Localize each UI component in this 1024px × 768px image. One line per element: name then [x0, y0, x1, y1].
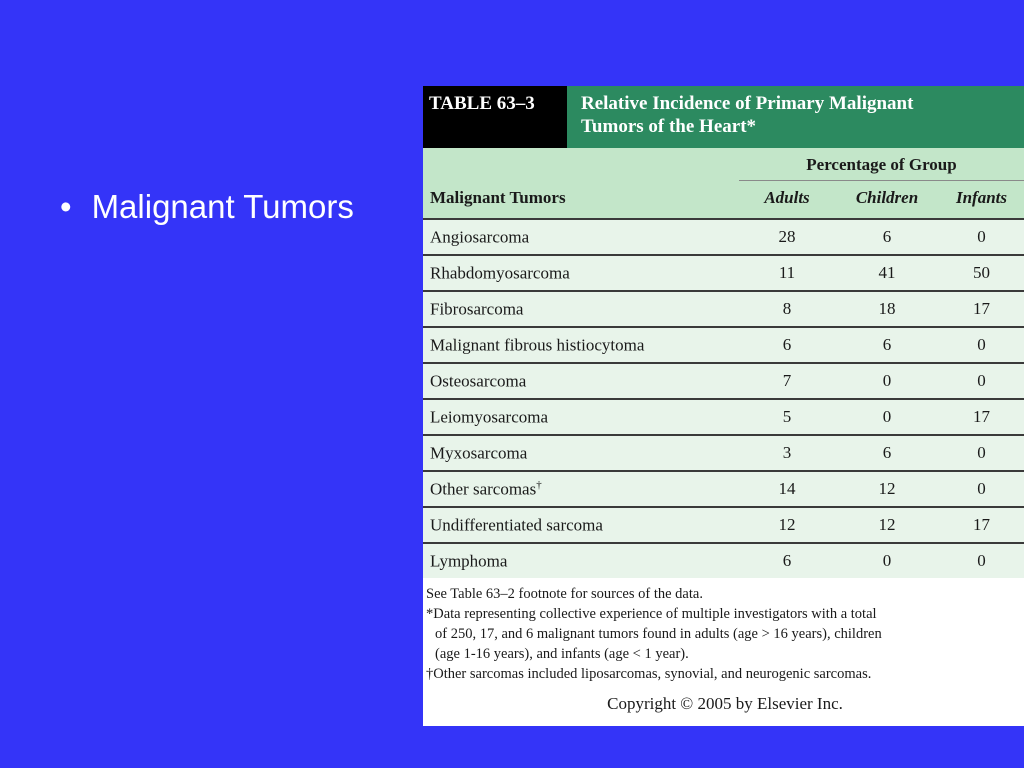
children-cell-text: 12 — [878, 515, 896, 534]
adults-cell — [739, 479, 835, 499]
tumor-name-cell-text: Osteosarcoma — [430, 371, 527, 391]
column-header-row — [423, 180, 1024, 216]
tumor-name-cell — [423, 551, 739, 572]
children-cell — [835, 227, 939, 247]
table-number: TABLE 63–3 — [423, 86, 567, 148]
footnote-star-line-1: *Data representing collective experience of multiple investigators with a total — [426, 606, 877, 622]
table-row — [423, 398, 1024, 434]
table-title-line-1: Relative Incidence of Primary Malignant — [581, 93, 914, 114]
tumor-name-cell-text: Other sarcomas — [430, 479, 537, 499]
tumor-name-cell — [423, 443, 739, 464]
column-header-tumors: Malignant Tumors — [430, 188, 566, 207]
column-header-adults: Adults — [764, 188, 810, 207]
infants-cell-text: 0 — [977, 551, 986, 570]
copyright: Copyright © 2005 by Elsevier Inc. — [607, 694, 843, 713]
infants-cell-text: 0 — [977, 335, 986, 354]
table-row — [423, 290, 1024, 326]
infants-cell-text: 0 — [977, 227, 986, 246]
table-row — [423, 470, 1024, 506]
children-cell-text: 0 — [882, 371, 892, 390]
infants-cell — [939, 335, 1024, 355]
infants-cell-text: 0 — [977, 479, 986, 498]
tumor-name-cell — [423, 407, 739, 428]
table-row — [423, 362, 1024, 398]
children-cell — [835, 551, 939, 571]
column-header — [423, 148, 1024, 218]
infants-cell-text: 50 — [973, 263, 990, 282]
tumor-name-cell — [423, 227, 739, 248]
table-row — [423, 218, 1024, 254]
footnote-mark: † — [536, 478, 542, 491]
tumor-name-cell-text: Lymphoma — [430, 551, 508, 571]
adults-cell — [739, 335, 835, 355]
children-cell — [835, 299, 939, 319]
children-cell-text: 41 — [878, 263, 896, 282]
column-header-children: Children — [855, 188, 919, 207]
children-cell-text: 6 — [882, 443, 892, 462]
table-row — [423, 506, 1024, 542]
bullet-text: Malignant Tumors — [91, 188, 354, 225]
column-header-infants: Infants — [955, 188, 1008, 207]
tumor-name-cell — [423, 479, 739, 500]
group-header: Percentage of Group — [739, 148, 1024, 181]
footnote-dagger: †Other sarcomas included liposarcomas, synovial, and neurogenic sarcomas. — [426, 666, 872, 682]
children-cell-text: 0 — [882, 551, 892, 570]
infants-cell — [939, 299, 1024, 319]
table-row — [423, 326, 1024, 362]
table-footnotes — [423, 578, 1024, 714]
tumor-name-cell-text: Undifferentiated sarcoma — [430, 515, 603, 535]
adults-cell — [739, 443, 835, 463]
infants-cell — [939, 479, 1024, 499]
footnote-star-line-2: of 250, 17, and 6 malignant tumors found in adults (age > 16 years), children — [435, 626, 882, 642]
tumor-name-cell-text: Angiosarcoma — [430, 227, 530, 247]
adults-cell — [739, 299, 835, 319]
table-header — [423, 86, 1024, 148]
adults-cell-text: 28 — [778, 227, 796, 246]
tumor-name-cell — [423, 371, 739, 392]
infants-cell — [939, 443, 1024, 463]
infants-cell — [939, 551, 1024, 571]
tumor-name-cell — [423, 335, 739, 356]
adults-cell-text: 3 — [782, 443, 792, 462]
children-cell — [835, 515, 939, 535]
adults-cell — [739, 407, 835, 427]
tumor-name-cell — [423, 299, 739, 320]
table-row — [423, 254, 1024, 290]
tumor-name-cell — [423, 263, 739, 284]
children-cell — [835, 443, 939, 463]
children-cell-text: 12 — [878, 479, 896, 498]
children-cell — [835, 479, 939, 499]
table-body — [423, 218, 1024, 578]
tumor-name-cell-text: Malignant fibrous histiocytoma — [430, 335, 645, 355]
infants-cell — [939, 227, 1024, 247]
table-figure — [423, 86, 1024, 726]
tumor-name-cell — [423, 515, 739, 536]
adults-cell-text: 12 — [778, 515, 796, 534]
adults-cell-text: 7 — [782, 371, 792, 390]
adults-cell-text: 11 — [778, 263, 796, 282]
children-cell — [835, 407, 939, 427]
infants-cell — [939, 263, 1024, 283]
tumor-name-cell-text: Myxosarcoma — [430, 443, 528, 463]
footnote-star-line-3: (age 1-16 years), and infants (age < 1 year). — [435, 646, 689, 662]
infants-cell — [939, 515, 1024, 535]
table-row — [423, 542, 1024, 578]
tumor-name-cell-text: Fibrosarcoma — [430, 299, 524, 319]
children-cell-text: 18 — [878, 299, 896, 318]
bullet-marker: • — [60, 188, 72, 225]
adults-cell-text: 5 — [782, 407, 792, 426]
adults-cell — [739, 551, 835, 571]
table-row — [423, 434, 1024, 470]
children-cell-text: 6 — [882, 335, 892, 354]
infants-cell-text: 0 — [977, 371, 986, 390]
adults-cell-text: 6 — [782, 335, 792, 354]
infants-cell-text: 17 — [973, 299, 990, 318]
footnote-source: See Table 63–2 footnote for sources of the data. — [426, 586, 703, 602]
tumor-name-cell-text: Rhabdomyosarcoma — [430, 263, 570, 283]
children-cell-text: 0 — [882, 407, 892, 426]
adults-cell-text: 6 — [782, 551, 792, 570]
children-cell — [835, 335, 939, 355]
adults-cell — [739, 227, 835, 247]
infants-cell-text: 0 — [977, 443, 986, 462]
children-cell — [835, 263, 939, 283]
infants-cell — [939, 371, 1024, 391]
adults-cell — [739, 371, 835, 391]
infants-cell-text: 17 — [973, 515, 990, 534]
adults-cell — [739, 515, 835, 535]
tumor-name-cell-text: Leiomyosarcoma — [430, 407, 549, 427]
children-cell — [835, 371, 939, 391]
infants-cell — [939, 407, 1024, 427]
infants-cell-text: 17 — [973, 407, 990, 426]
table-title-line-2: Tumors of the Heart* — [581, 116, 757, 137]
table-title — [567, 86, 1024, 148]
adults-cell — [739, 263, 835, 283]
adults-cell-text: 14 — [778, 479, 796, 498]
bullet-point — [60, 188, 354, 226]
children-cell-text: 6 — [882, 227, 892, 246]
adults-cell-text: 8 — [782, 299, 792, 318]
